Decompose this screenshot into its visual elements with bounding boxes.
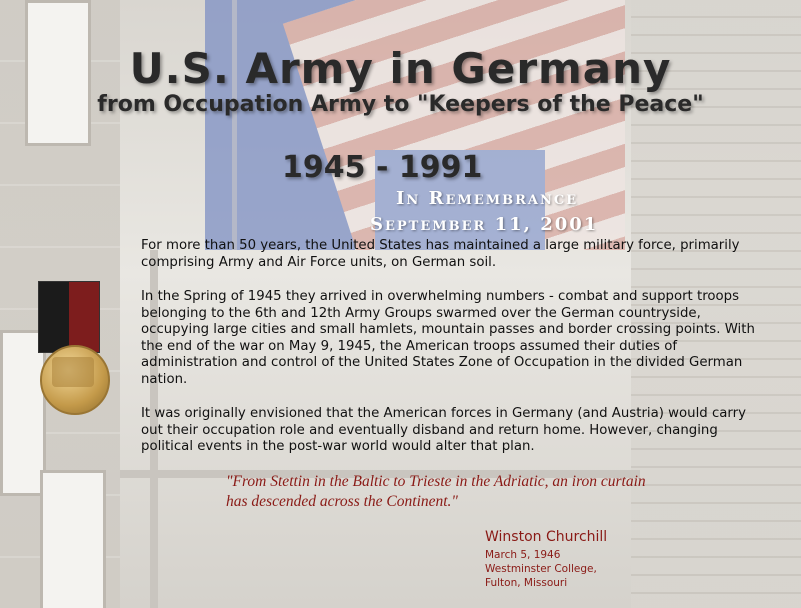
years-range: 1945 - 1991 (282, 150, 483, 185)
remembrance-date: September 11, 2001 (370, 214, 599, 235)
page-title: U.S. Army in Germany (129, 44, 672, 93)
window (40, 470, 106, 608)
medal-ribbon (38, 281, 100, 353)
envisioned-paragraph: It was originally envisioned that the American forces in Germany (and Austria) would carry out their occupation role and eventually disband and return home. However, changing political events in the post-war world would alter that plan. (141, 406, 746, 455)
quote-place-line2: Fulton, Missouri (485, 577, 568, 589)
history-paragraph: In the Spring of 1945 they arrived in overwhelming numbers - combat and support troops belonging to the 6th and 12th Army Groups swarmed over the German countryside, occupying large cities and small hamlets, mountain passes and border crossing points. With the end of the war on May 9, 1945, the American troops assumed their duties of administration and control of the United States Zone of Occupation in the divided German nation. (141, 289, 755, 387)
quote-date: March 5, 1946 (485, 549, 561, 561)
flag-pole (232, 0, 237, 250)
quote-author: Winston Churchill (485, 529, 608, 545)
intro-paragraph: For more than 50 years, the United States has maintained a large military force, primarily comprising Army and Air Force units, on German soil. (141, 238, 740, 270)
us-flag-image (205, 0, 625, 250)
page-subtitle: from Occupation Army to "Keepers of the Peace" (97, 92, 704, 117)
quote-place-line1: Westminster College, (485, 563, 597, 575)
churchill-quote: "From Stettin in the Baltic to Trieste in the Adriatic, an iron curtain has descended across the Continent." (226, 473, 646, 510)
medal-relief (52, 357, 94, 387)
remembrance-heading: In Remembrance (396, 188, 579, 209)
